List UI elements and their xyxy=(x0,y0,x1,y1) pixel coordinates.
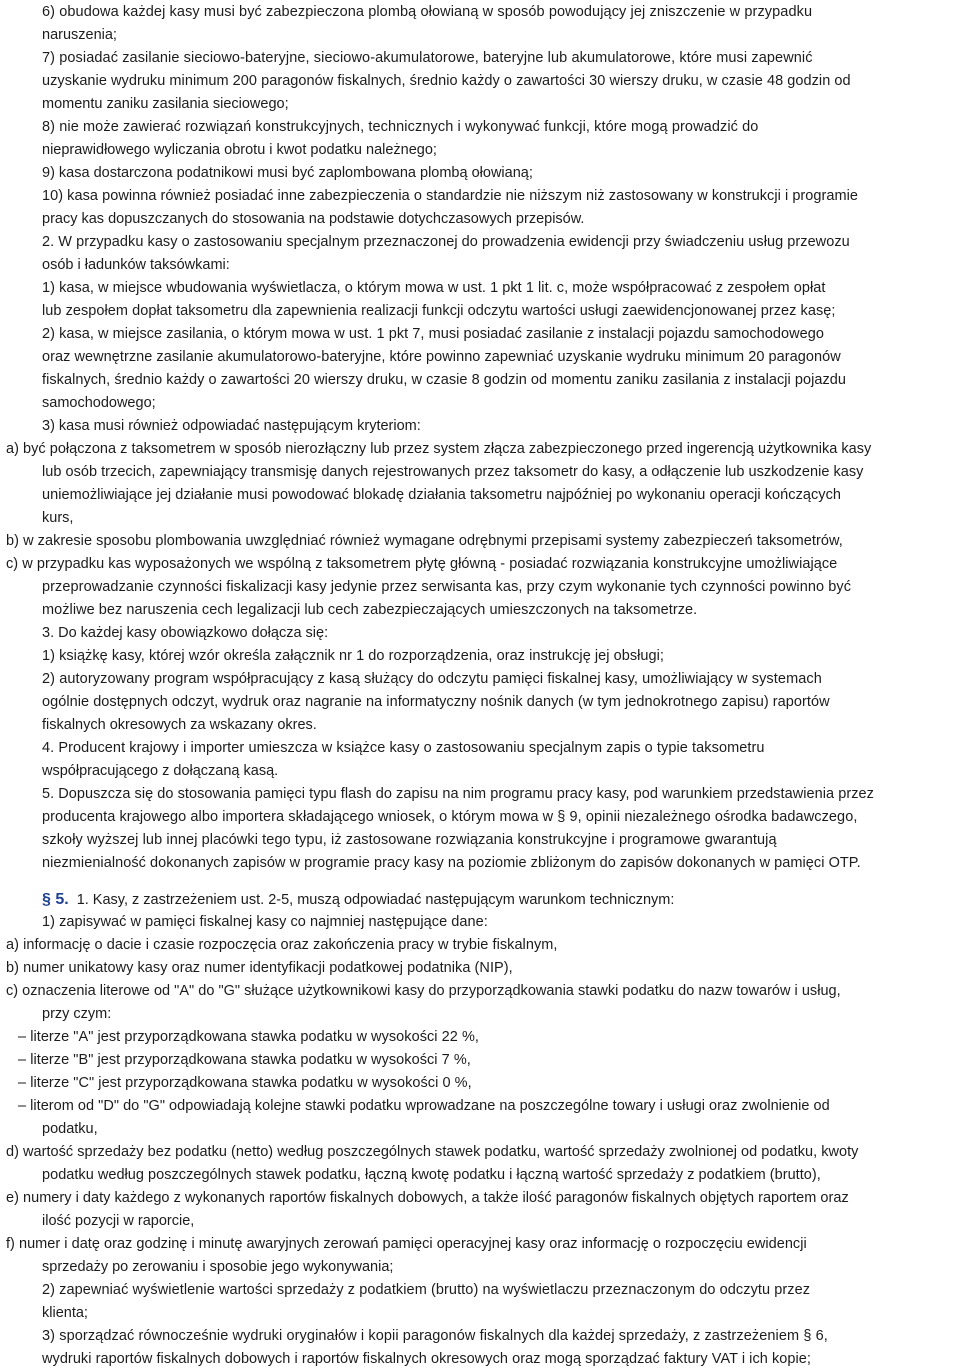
text-line: fiskalnych, średnio każdy o zawartości 20 wierszy druku, w czasie 8 godzin od momentu zaniku zasilania z instalacji pojazdu xyxy=(42,372,847,388)
text-line: przy czym: xyxy=(42,1006,112,1022)
text-line: – literze "A" jest przyporządkowana stawka podatku w wysokości 22 %, xyxy=(18,1029,479,1045)
text-line: osób i ładunków taksówkami: xyxy=(42,257,230,273)
text-line: lub zespołem dopłat taksometru dla zapewnienia realizacji funkcji odczytu wartości usługi zaewidencjonowanej przez kasę; xyxy=(42,303,836,319)
text-line: 2. W przypadku kasy o zastosowaniu specjalnym przeznaczonej do prowadzenia ewidencji przy świadczeniu usług przewozu xyxy=(42,234,850,250)
text-line: naruszenia; xyxy=(42,27,117,43)
text-line: a) informację o dacie i czasie rozpoczęcia oraz zakończenia pracy w trybie fiskalnym, xyxy=(6,937,558,953)
text-line: 3) sporządzać równocześnie wydruki oryginałów i kopii paragonów fiskalnych dla każdej sprzedaży, z zastrzeżeniem § 6, xyxy=(42,1328,828,1344)
text-line: 8) nie może zawierać rozwiązań konstrukcyjnych, technicznych i wykonywać funkcji, które mogą prowadzić do xyxy=(42,119,759,135)
text-line: b) w zakresie sposobu plombowania uwzględniać również wymagane odrębnymi przepisami systemy zabezpieczeń taksometrów, xyxy=(6,533,843,549)
text-line: producenta krajowego albo importera składającego wniosek, o którym mowa w § 9, opinii niezależnego ośrodka badawczego, xyxy=(42,809,858,825)
text-line: pracy kas dopuszczanych do stosowania na podstawie dotychczasowych przepisów. xyxy=(42,211,585,227)
text-line: współpracującego z dołączaną kasą. xyxy=(42,763,279,779)
text-line: 1) zapisywać w pamięci fiskalnej kasy co najmniej następujące dane: xyxy=(42,914,488,930)
text-line: niezmienialność dokonanych zapisów w programie pracy kasy na poziomie zbliżonym do zapisów dokonanych w pamięci OTP. xyxy=(42,855,861,871)
text-line: e) numery i daty każdego z wykonanych raportów fiskalnych dobowych, a także ilość paragonów fiskalnych objętych raportem oraz xyxy=(6,1190,849,1206)
text-line: 5. Dopuszcza się do stosowania pamięci typu flash do zapisu na nim programu pracy kasy, pod warunkiem przedstawienia przez xyxy=(42,786,874,802)
text-line: 6) obudowa każdej kasy musi być zabezpieczona plombą ołowianą w sposób powodujący jej zniszczenie w przypadku xyxy=(42,4,813,20)
text-line: klienta; xyxy=(42,1305,88,1321)
text-line: f) numer i datę oraz godzinę i minutę awaryjnych zerowań pamięci operacyjnej kasy oraz informację o rozpoczęciu ewidencji xyxy=(6,1236,807,1252)
text-line: 9) kasa dostarczona podatnikowi musi być zaplombowana plombą ołowianą; xyxy=(42,165,533,181)
text-line: oraz wewnętrzne zasilanie akumulatorowo-bateryjne, które powinno zapewniać uzyskanie wydruku minimum 20 paragonów xyxy=(42,349,841,365)
text-line: możliwe bez naruszenia cech legalizacji lub cech zabezpieczających umieszczonych na taksometrze. xyxy=(42,602,698,618)
text-line: uzyskanie wydruku minimum 200 paragonów fiskalnych, średnio każdy o zawartości 30 wierszy druku, w czasie 48 godzin od xyxy=(42,73,851,89)
text-line: fiskalnych okresowych za wskazany okres. xyxy=(42,717,317,733)
text-line: – literze "C" jest przyporządkowana stawka podatku w wysokości 0 %, xyxy=(18,1075,472,1091)
section-5-text: 1. Kasy, z zastrzeżeniem ust. 2-5, muszą odpowiadać następującym warunkom technicznym: xyxy=(76,892,675,908)
text-line: lub osób trzecich, zapewniający transmisję danych rejestrowanych przez taksometr do kasy, a odłączenie lub uszkodzenie kasy xyxy=(42,464,864,480)
text-line: c) oznaczenia literowe od "A" do "G" służące użytkownikowi kasy do przyporządkowania stawki podatku do nazw towarów i usług, xyxy=(6,983,841,999)
text-line: – literom od "D" do "G" odpowiadają kolejne stawki podatku wprowadzane na poszczególne towary i usługi oraz zwolnienie od xyxy=(18,1098,830,1114)
text-line: – literze "B" jest przyporządkowana stawka podatku w wysokości 7 %, xyxy=(18,1052,471,1068)
text-line: 1) kasa, w miejsce wbudowania wyświetlacza, o którym mowa w ust. 1 pkt 1 lit. c, może współpracować z zespołem opłat xyxy=(42,280,826,296)
text-line: c) w przypadku kas wyposażonych we wspólną z taksometrem płytę główną - posiadać rozwiązania konstrukcyjne umożliwiające xyxy=(6,556,838,572)
text-line: 2) autoryzowany program współpracujący z kasą służący do odczytu pamięci fiskalnej kasy, umożliwiający w systemach xyxy=(42,671,822,687)
text-line: d) wartość sprzedaży bez podatku (netto) według poszczególnych stawek podatku, wartość sprzedaży zwolnionej od podatku, kwoty xyxy=(6,1144,859,1160)
text-line: nieprawidłowego wyliczania obrotu i kwot podatku należnego; xyxy=(42,142,437,158)
text-line: wydruki raportów fiskalnych dobowych i raportów fiskalnych okresowych oraz mogą sporządzać faktury VAT i ich kopie; xyxy=(42,1351,811,1367)
text-line: szkoły wyższej lub innej placówki tego typu, iż zastosowane rozwiązania konstrukcyjne i programowe gwarantują xyxy=(42,832,777,848)
text-line: 3) kasa musi również odpowiadać następującym kryteriom: xyxy=(42,418,421,434)
text-line: 1) książkę kasy, której wzór określa załącznik nr 1 do rozporządzenia, oraz instrukcję jej obsługi; xyxy=(42,648,664,664)
text-line: 4. Producent krajowy i importer umieszcza w książce kasy o zastosowaniu specjalnym zapis o typie taksometru xyxy=(42,740,765,756)
text-line: 2) zapewniać wyświetlenie wartości sprzedaży z podatkiem (brutto) na wyświetlaczu przeznaczonym do odczytu przez xyxy=(42,1282,811,1298)
text-line: momentu zaniku zasilania sieciowego; xyxy=(42,96,289,112)
text-line: 2) kasa, w miejsce zasilania, o którym mowa w ust. 1 pkt 7, musi posiadać zasilanie z instalacji pojazdu samochodowego xyxy=(42,326,825,342)
text-line: kurs, xyxy=(42,510,74,526)
text-line: 3. Do każdej kasy obowiązkowo dołącza się: xyxy=(42,625,329,641)
text-line: ogólnie dostępnych odczyt, wydruk oraz nagranie na informatyczny nośnik danych (w tym jednokrotnego zapisu) raportów xyxy=(42,694,830,710)
text-line: 7) posiadać zasilanie sieciowo-bateryjne, sieciowo-akumulatorowe, bateryjne lub akumulatorowe, które musi zapewnić xyxy=(42,50,813,66)
text-line: przeprowadzanie czynności fiskalizacji kasy jedynie przez serwisanta kas, przy czym wykonanie tych czynności powinno być xyxy=(42,579,852,595)
text-line: uniemożliwiające jej działanie musi powodować blokadę działania taksometru najpóźniej po wykonaniu operacji kończących xyxy=(42,487,842,503)
section-sign: § 5. xyxy=(42,891,69,908)
text-line: sprzedaży po zerowaniu i sposobie jego wykonywania; xyxy=(42,1259,394,1275)
text-line: 10) kasa powinna również posiadać inne zabezpieczenia o standardzie nie niższym niż zastosowany w konstrukcji i programie xyxy=(42,188,859,204)
text-line: podatku, xyxy=(42,1121,98,1137)
section-5-heading xyxy=(42,888,674,911)
text-line: ilość pozycji w raporcie, xyxy=(42,1213,195,1229)
text-line: a) być połączona z taksometrem w sposób nierozłączny lub przez system złącza zabezpieczonego przed ingerencją użytkownika kasy xyxy=(6,441,872,457)
text-line: podatku według poszczególnych stawek podatku, łączną kwotę podatku i łączną wartość sprzedaży z podatkiem (brutto), xyxy=(42,1167,821,1183)
text-line: b) numer unikatowy kasy oraz numer identyfikacji podatkowej podatnika (NIP), xyxy=(6,960,513,976)
text-line: samochodowego; xyxy=(42,395,156,411)
